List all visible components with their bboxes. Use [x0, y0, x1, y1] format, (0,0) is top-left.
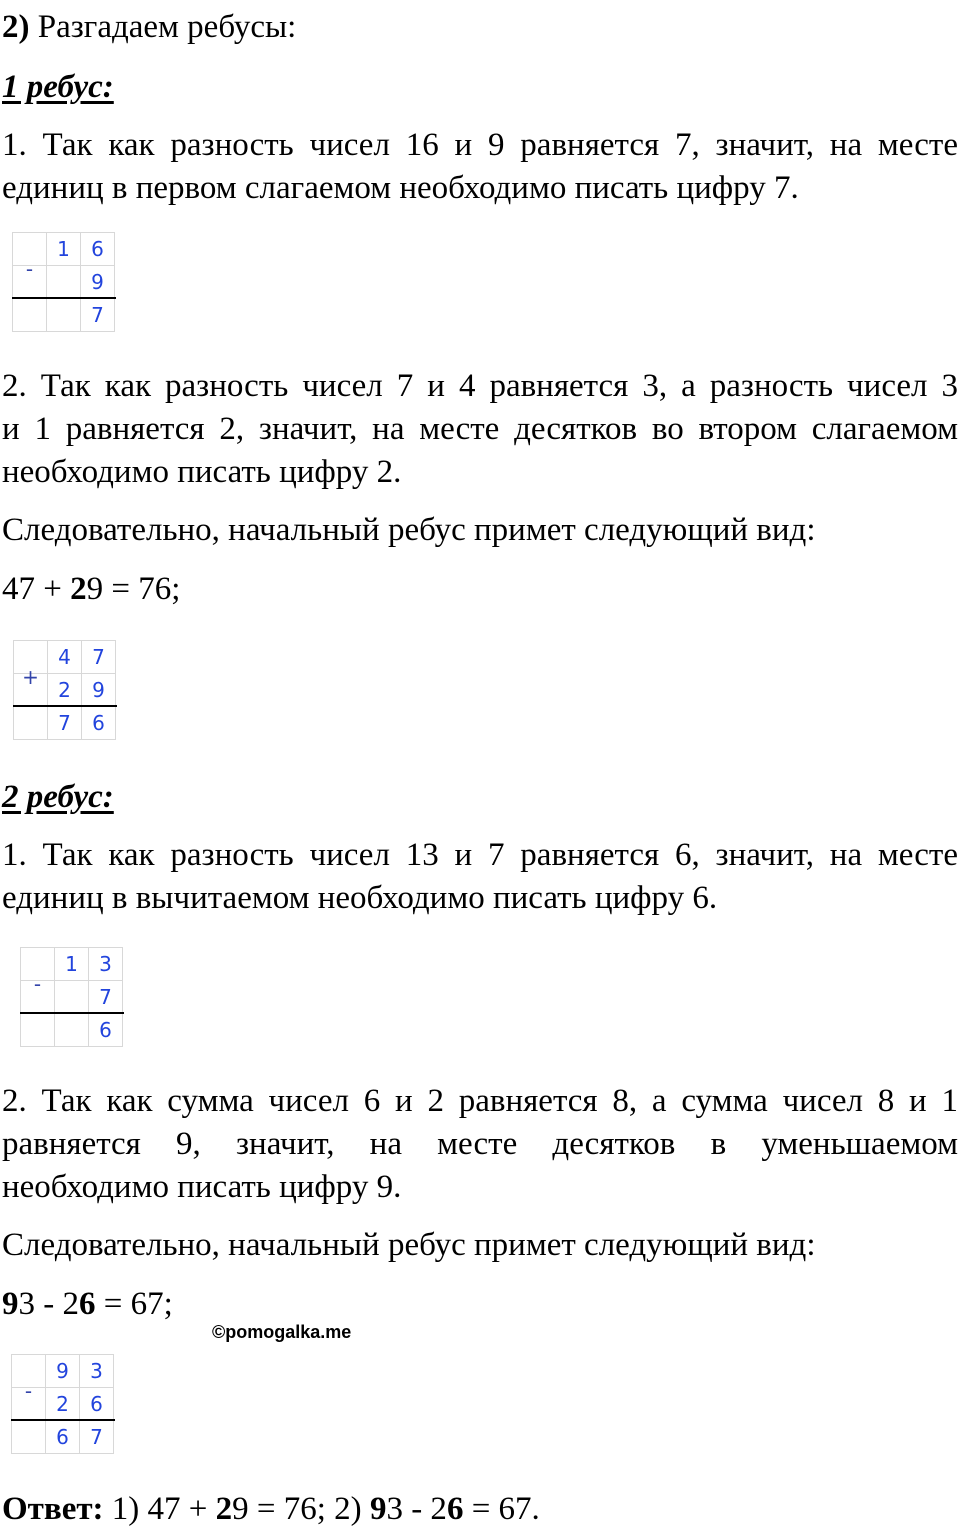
answer-part: 3 - 2 — [386, 1491, 447, 1527]
grid-underline — [13, 705, 117, 707]
rebus1-conclusion: Следовательно, начальный ребус примет следующий вид: — [2, 512, 816, 548]
rebus2-conclusion: Следовательно, начальный ребус примет следующий вид: — [2, 1227, 816, 1263]
rebus1-step2 — [2, 365, 958, 494]
grid-cell — [46, 298, 81, 332]
rebus2-step2 — [2, 1080, 958, 1209]
grid-underline — [20, 1012, 124, 1014]
grid-operator: - — [11, 1354, 46, 1388]
equation-part: 9 = 76; — [86, 571, 181, 607]
grid-cell: 6 — [88, 1013, 123, 1047]
grid-cell: 3 — [88, 947, 123, 981]
grid-cell-empty — [20, 980, 55, 1014]
grid-cell-empty — [11, 1387, 46, 1421]
grid-cell: 2 — [47, 673, 82, 707]
answer-part-bold: 9 — [369, 1491, 387, 1527]
grid-cell: 4 — [47, 640, 82, 674]
rebus2-equation — [2, 1283, 173, 1326]
rebus2-column-grid-2 — [12, 1355, 114, 1454]
answer-line — [2, 1488, 540, 1531]
rebus2-step1 — [2, 834, 958, 920]
rebus2-step1-line: 1. Так как разность чисел 13 и 7 равняется 6, значит, на месте — [2, 837, 958, 873]
rebus1-column-grid-2 — [14, 641, 116, 740]
answer-part: 1) 47 + — [103, 1491, 216, 1527]
rebus1-step1-line: единиц в первом слагаемом необходимо писать цифру 7. — [2, 170, 799, 206]
rebus2-step2-line: необходимо писать цифру 9. — [2, 1169, 402, 1205]
grid-cell: 9 — [81, 673, 116, 707]
grid-cell — [46, 265, 81, 299]
grid-cell-empty — [11, 1420, 46, 1454]
answer-label: Ответ: — [2, 1491, 104, 1527]
rebus1-equation — [2, 568, 180, 611]
rebus1-step1 — [2, 124, 958, 210]
answer-part-bold: 2 — [215, 1491, 233, 1527]
grid-cell: 7 — [80, 298, 115, 332]
rebus1-step2-line: 2. Так как разность чисел 7 и 4 равняется 3, а разность чисел 3 — [2, 368, 958, 404]
equation-part-bold: 9 — [2, 1286, 19, 1322]
grid-operator: - — [12, 232, 47, 266]
grid-operator: + — [13, 640, 48, 674]
intro-text: Разгадаем ребусы: — [29, 9, 297, 45]
rebus1-heading: 1 ребус: — [2, 69, 114, 105]
rebus1-step2-line: необходимо писать цифру 2. — [2, 454, 402, 490]
answer-part-bold: 6 — [446, 1491, 464, 1527]
grid-cell: 3 — [79, 1354, 114, 1388]
grid-cell: 1 — [46, 232, 81, 266]
grid-cell: 7 — [47, 706, 82, 740]
grid-cell: 6 — [79, 1387, 114, 1421]
grid-cell-empty — [13, 673, 48, 707]
answer-part: 9 = 76; 2) — [232, 1491, 370, 1527]
equation-part: 3 - 2 — [18, 1286, 79, 1322]
grid-cell: 9 — [80, 265, 115, 299]
grid-cell: 1 — [54, 947, 89, 981]
rebus1-column-grid-1 — [13, 233, 115, 332]
grid-cell — [54, 1013, 89, 1047]
intro-number: 2) — [2, 9, 30, 45]
grid-cell: 7 — [81, 640, 116, 674]
rebus1-step2-line: и 1 равняется 2, значит, на месте десятков во втором слагаемом — [2, 411, 958, 447]
grid-cell — [54, 980, 89, 1014]
rebus1-step1-line: 1. Так как разность чисел 16 и 9 равняется 7, значит, на месте — [2, 127, 958, 163]
watermark: ©pomogalka.me — [212, 1322, 352, 1342]
grid-cell: 6 — [80, 232, 115, 266]
grid-cell: 6 — [45, 1420, 80, 1454]
rebus2-step1-line: единиц в вычитаемом необходимо писать цифру 6. — [2, 880, 718, 916]
grid-operator: - — [20, 947, 55, 981]
grid-cell: 9 — [45, 1354, 80, 1388]
grid-cell-empty — [13, 706, 48, 740]
grid-cell-empty — [20, 1013, 55, 1047]
grid-underline — [11, 1419, 115, 1421]
equation-part: 47 + — [2, 571, 71, 607]
grid-cell: 2 — [45, 1387, 80, 1421]
rebus2-column-grid-1 — [21, 948, 123, 1047]
answer-part: = 67. — [463, 1491, 540, 1527]
intro-line — [2, 6, 296, 49]
grid-cell-empty — [12, 265, 47, 299]
equation-part-bold: 6 — [79, 1286, 96, 1322]
equation-part: = 67; — [95, 1286, 173, 1322]
grid-cell: 7 — [79, 1420, 114, 1454]
grid-underline — [12, 297, 116, 299]
equation-part-bold: 2 — [70, 571, 87, 607]
rebus2-step2-line: 2. Так как сумма чисел 6 и 2 равняется 8, а сумма чисел 8 и 1 — [2, 1083, 958, 1119]
rebus2-step2-line: равняется 9, значит, на месте десятков в уменьшаемом — [2, 1126, 958, 1162]
rebus2-heading: 2 ребус: — [2, 779, 114, 815]
grid-cell-empty — [12, 298, 47, 332]
grid-cell: 6 — [81, 706, 116, 740]
grid-cell: 7 — [88, 980, 123, 1014]
